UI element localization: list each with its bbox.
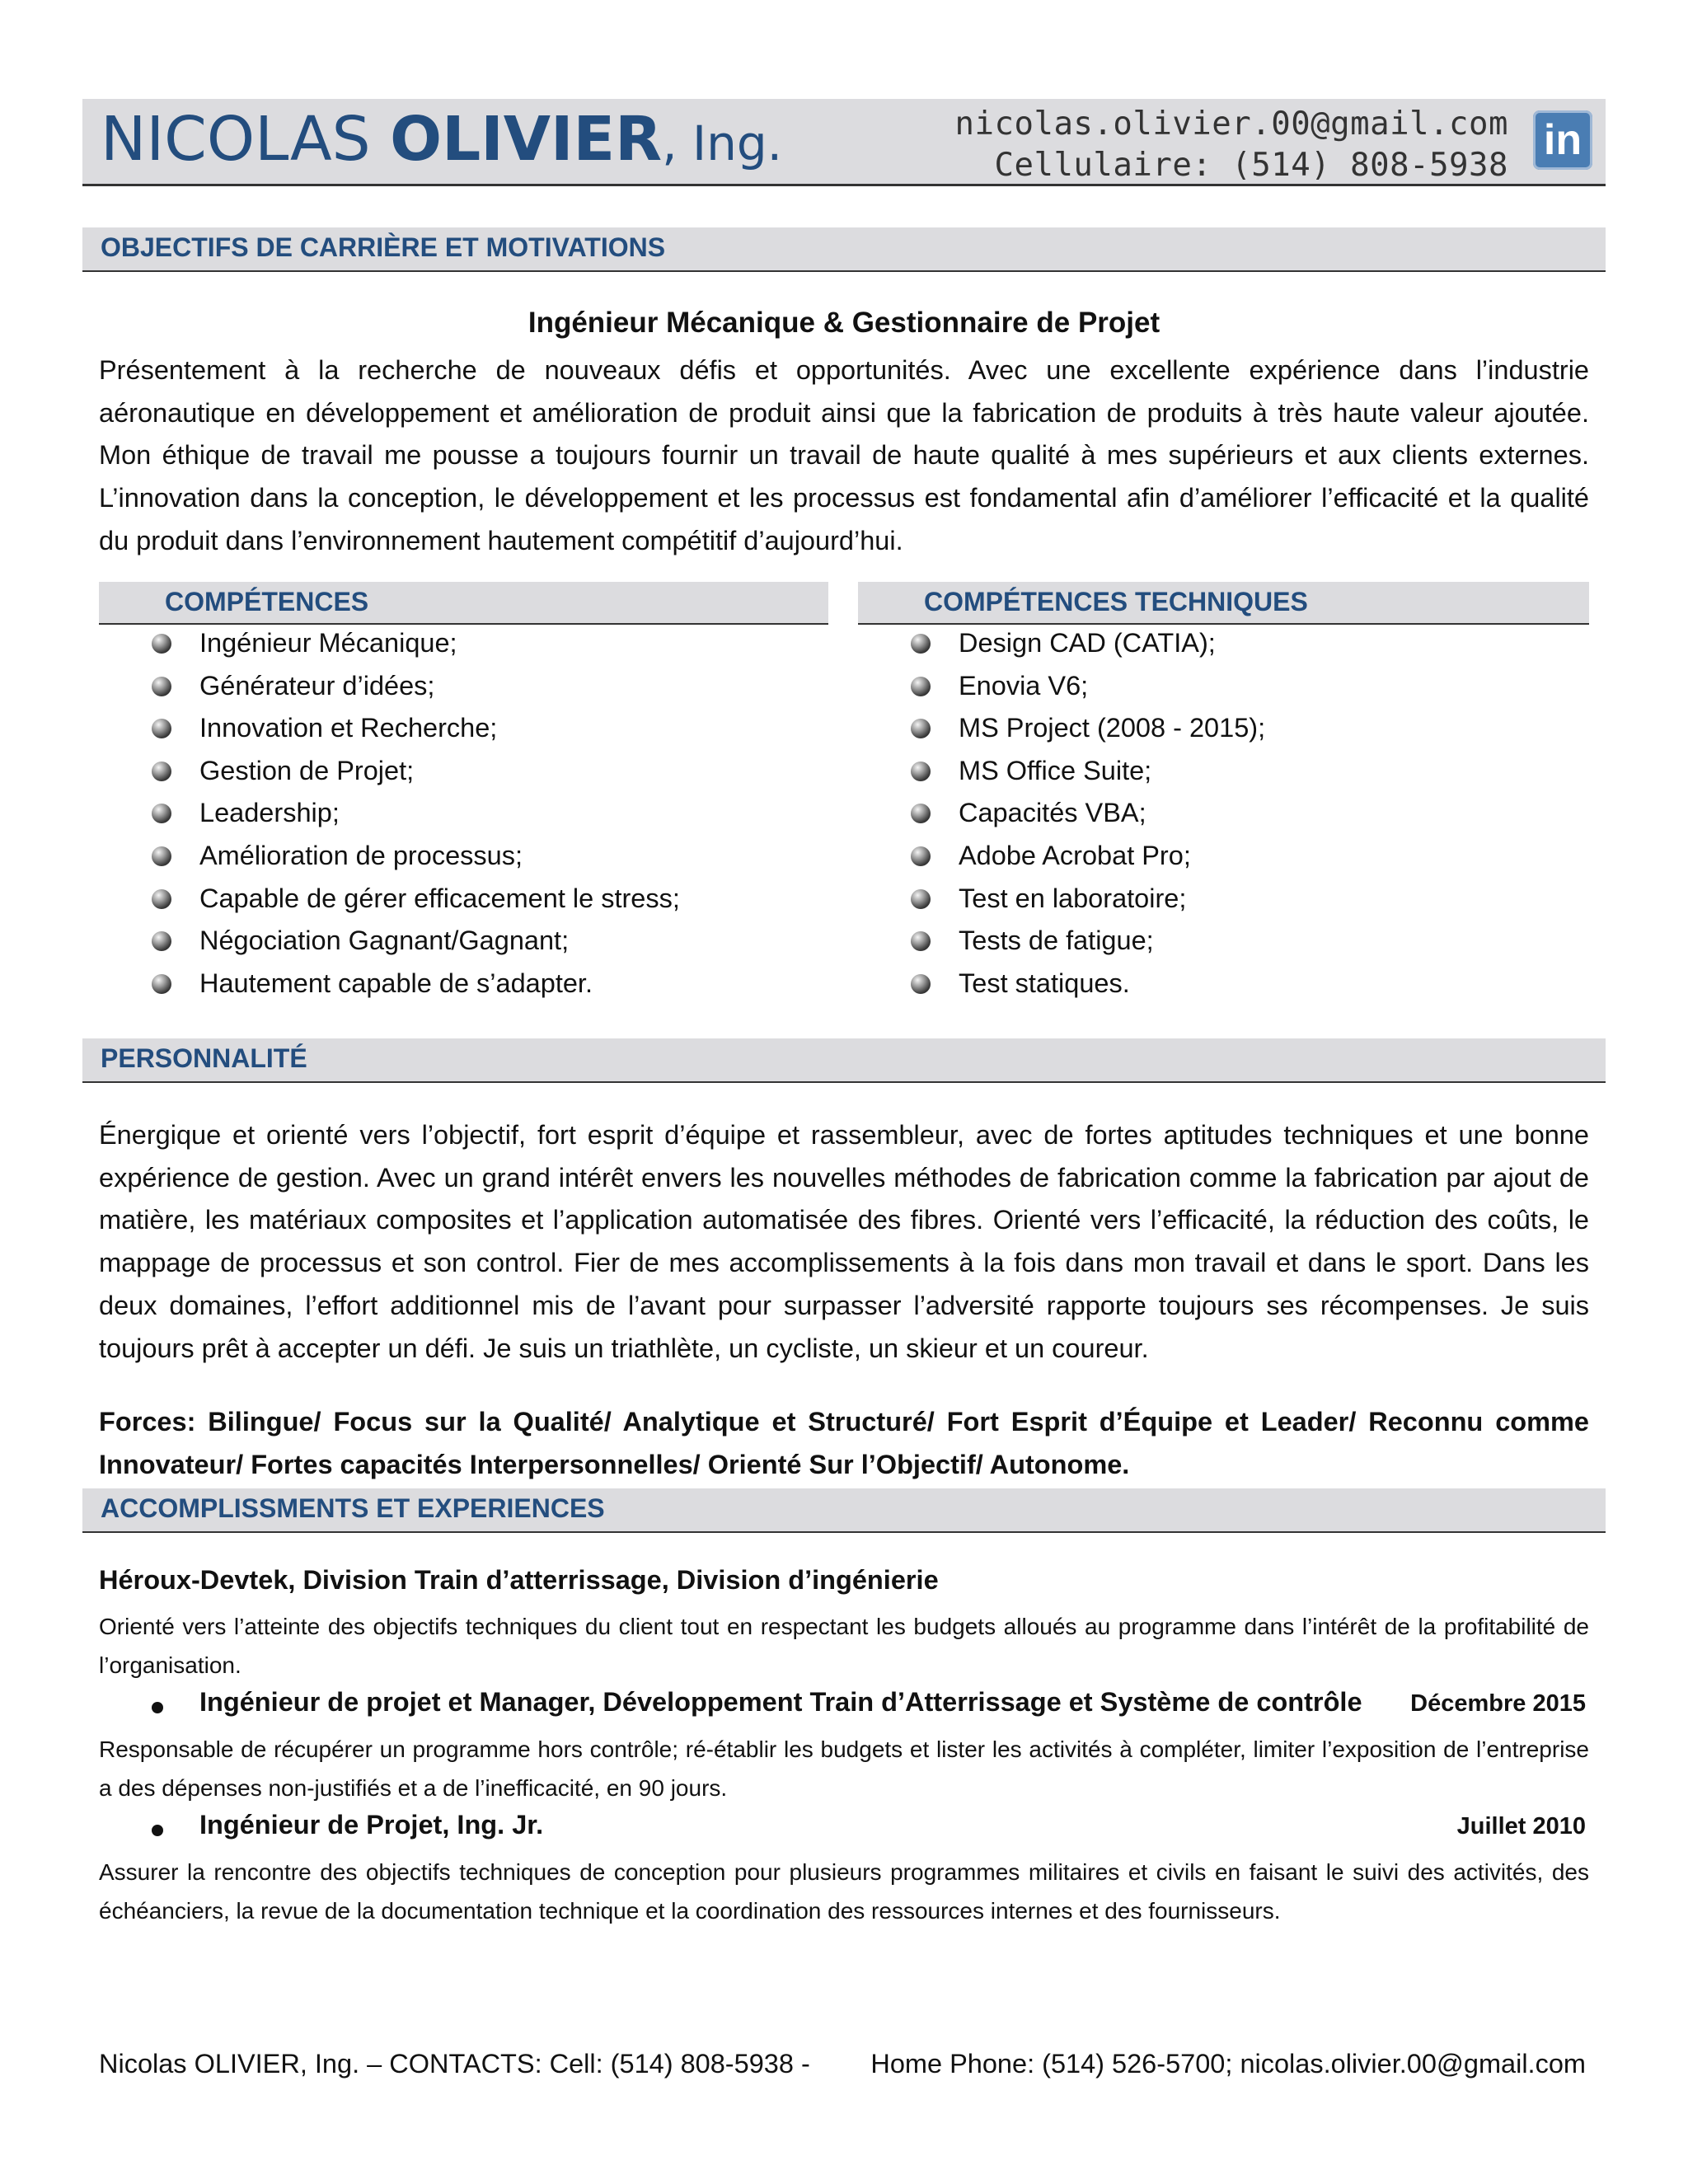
skill-item: Hautement capable de s’adapter. [99, 963, 828, 1005]
technical-skill-item: Enovia V6; [858, 665, 1589, 708]
company-description: Orienté vers l’atteinte des objectifs techniques du client tout en respectant les budgets alloués au programme dans l’intérêt de la profitabilité de l’organisation. [99, 1614, 1589, 1678]
bullet-sphere-icon [911, 846, 931, 866]
section-experience [82, 1488, 1606, 1533]
bullet-sphere-icon [911, 634, 931, 654]
bullet-sphere-icon [152, 677, 171, 696]
bullet-sphere-icon [152, 719, 171, 738]
skill-item: Gestion de Projet; [99, 750, 828, 793]
company-name: Héroux-Devtek, Division Train d’atterrissage, Division d’ingénierie [99, 1565, 939, 1595]
section-personality [82, 1038, 1606, 1083]
linkedin-icon[interactable]: in [1533, 110, 1592, 170]
header-phone: Cellulaire: (514) 808-5938 [994, 147, 1508, 184]
section-experience-heading: ACCOMPLISSMENTS ET EXPERIENCES [101, 1493, 605, 1523]
bullet-sphere-icon [152, 762, 171, 781]
bullet-sphere-icon [152, 931, 171, 951]
bullet-sphere-icon [152, 974, 171, 994]
bullet-sphere-icon [911, 677, 931, 696]
objective-text: Présentement à la recherche de nouveaux défis et opportunités. Avec une excellente expérience dans l’industrie aéronautique en développement et amélioration de produit ainsi que la fabrication de produits à très haute valeur ajoutée. Mon éthique de travail me pousse a toujours fournir un travail de haute qualité à mes supérieurs et aux clients externes. L’innovation dans la conception, le développement et les processus est fondamental afin d’améliorer l’efficacité et la qualité du produit dans l’environnement hautement compétitif d’aujourd’hui. [99, 355, 1589, 555]
objective-title: Ingénieur Mécanique & Gestionnaire de Projet [528, 307, 1160, 339]
bullet-sphere-icon [911, 719, 931, 738]
bullet-sphere-icon [152, 889, 171, 909]
skill-item: Amélioration de processus; [99, 835, 828, 878]
bullet-sphere-icon [152, 634, 171, 654]
header-band [82, 99, 1606, 186]
personality-text: Énergique et orienté vers l’objectif, fort esprit d’équipe et rassembleur, avec de fortes aptitudes techniques et une bonne expérience de gestion. Avec un grand intérêt envers les nouvelles méthodes de fabrication comme la fabrication par ajout de matière, les matériaux composites et l’application automatisée des fibres. Orienté vers l’efficacité, la réduction des coûts, le mappage de processus et son control. Fier de mes accomplissements à la fois dans mon travail et dans le sport. Dans les deux domaines, l’effort additionnel mis de l’avant pour surpasser l’adversité rapporte toujours ses récompenses. Je suis toujours prêt à accepter un défi. Je suis un triathlète, un cycliste, un skieur et un coureur. [99, 1120, 1589, 1363]
skills-list [99, 622, 828, 1005]
technical-skill-item: Adobe Acrobat Pro; [858, 835, 1589, 878]
role-date: Décembre 2015 [1410, 1690, 1586, 1717]
skill-item: Négociation Gagnant/Gagnant; [99, 920, 828, 963]
section-objectives [82, 227, 1606, 272]
skill-item: Innovation et Recherche; [99, 707, 828, 750]
bullet-sphere-icon [152, 846, 171, 866]
skills-heading: COMPÉTENCES [165, 587, 369, 616]
footer-contact-left: Nicolas OLIVIER, Ing. – CONTACTS: Cell: (514) 808-5938 - [99, 2049, 810, 2079]
last-name: OLIVIER [390, 104, 663, 175]
technical-skill-item: Capacités VBA; [858, 792, 1589, 835]
role-description: Assurer la rencontre des objectifs techniques de conception pour plusieurs programmes militaires et civils en faisant le suivi des activités, des échéanciers, la revue de la documentation technique et la coordination des ressources internes et des fournisseurs. [99, 1859, 1589, 1924]
technical-skill-item: MS Project (2008 - 2015); [858, 707, 1589, 750]
role-title: Ingénieur de projet et Manager, Développement Train d’Atterrissage et Système de contrôle [199, 1687, 1362, 1717]
role-date: Juillet 2010 [1456, 1813, 1586, 1840]
candidate-name [101, 104, 782, 175]
technical-skill-item: Design CAD (CATIA); [858, 622, 1589, 665]
bullet-dot-icon [152, 1702, 163, 1713]
bullet-sphere-icon [911, 974, 931, 994]
footer-contact-right: Home Phone: (514) 526-5700; nicolas.olivier.00@gmail.com [870, 2049, 1586, 2079]
name-suffix: , Ing. [662, 115, 783, 171]
technical-skill-item: Tests de fatigue; [858, 920, 1589, 963]
skill-item: Ingénieur Mécanique; [99, 622, 828, 665]
skill-item: Leadership; [99, 792, 828, 835]
role-title: Ingénieur de Projet, Ing. Jr. [199, 1810, 544, 1840]
technical-skill-item: Test statiques. [858, 963, 1589, 1005]
header-email[interactable]: nicolas.olivier.00@gmail.com [954, 105, 1508, 143]
bullet-sphere-icon [152, 804, 171, 823]
bullet-sphere-icon [911, 762, 931, 781]
section-personality-heading: PERSONNALITÉ [101, 1043, 307, 1073]
role-description: Responsable de récupérer un programme hors contrôle; ré-établir les budgets et lister les activités à compléter, limiter l’exposition de l’entreprise a des dépenses non-justifiés et a de l’inefficacité, en 90 jours. [99, 1736, 1589, 1801]
role-entry [99, 1687, 1589, 1728]
bullet-sphere-icon [911, 889, 931, 909]
section-objectives-heading: OBJECTIFS DE CARRIÈRE ET MOTIVATIONS [101, 232, 666, 262]
header-contact [955, 104, 1508, 186]
first-name: NICOLAS [101, 104, 371, 175]
bullet-sphere-icon [911, 804, 931, 823]
bullet-dot-icon [152, 1825, 163, 1836]
skill-item: Capable de gérer efficacement le stress; [99, 878, 828, 921]
bullet-sphere-icon [911, 931, 931, 951]
skills-heading-band [99, 582, 828, 625]
technical-skills-list [858, 622, 1589, 1005]
role-entry [99, 1810, 1589, 1851]
technical-skills-heading-band [858, 582, 1589, 625]
technical-skill-item: MS Office Suite; [858, 750, 1589, 793]
technical-skill-item: Test en laboratoire; [858, 878, 1589, 921]
technical-skills-heading: COMPÉTENCES TECHNIQUES [924, 587, 1308, 616]
skill-item: Générateur d’idées; [99, 665, 828, 708]
forces-text: Forces: Bilingue/ Focus sur la Qualité/ Analytique et Structuré/ Fort Esprit d’Équipe et Leader/ Reconnu comme Innovateur/ Fortes capacités Interpersonnelles/ Orienté Sur l’Objectif/ Autonome. [99, 1407, 1589, 1479]
